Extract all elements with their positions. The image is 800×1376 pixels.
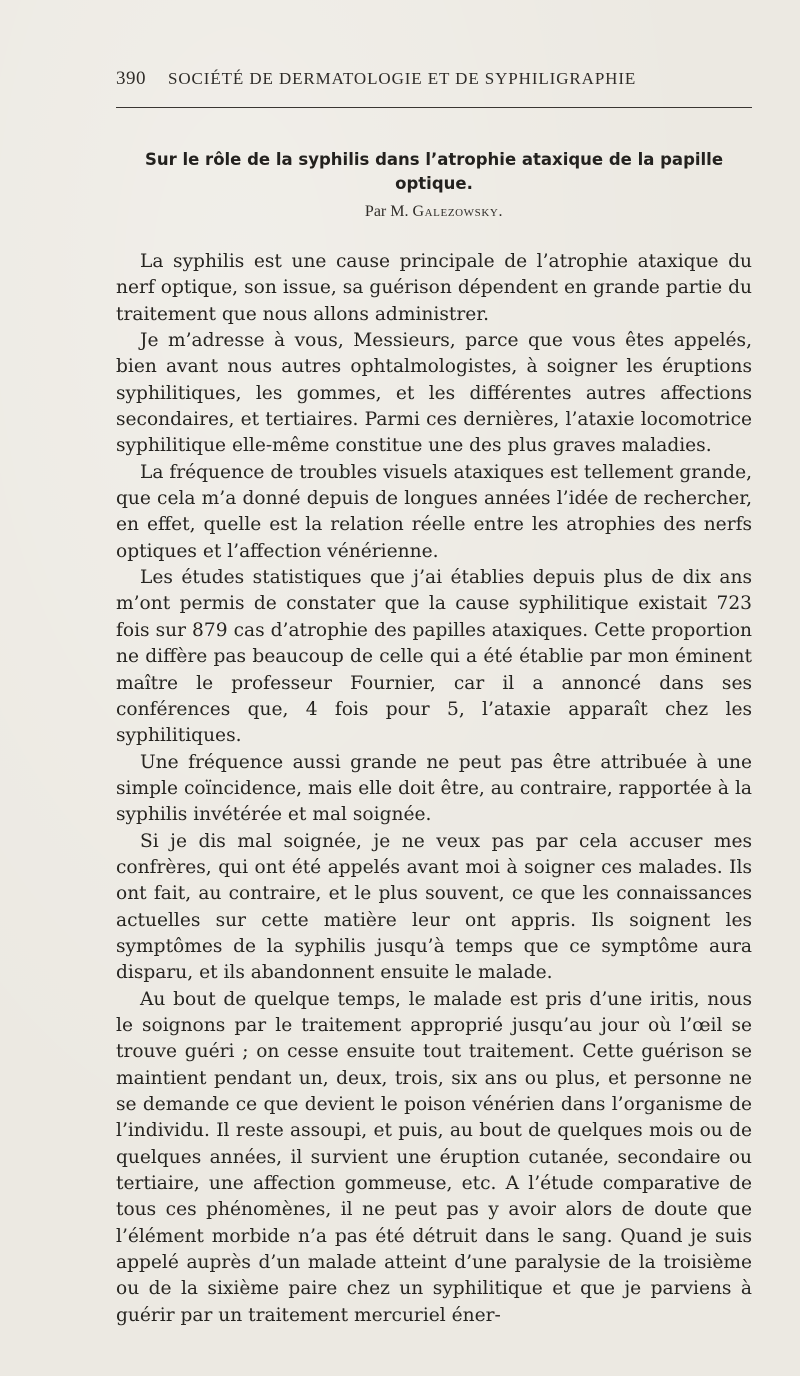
byline-prefix: Par M.	[364, 203, 409, 220]
header-rule	[116, 107, 752, 108]
running-title: SOCIÉTÉ DE DERMATOLOGIE ET DE SYPHILIGRAPHIE	[168, 69, 637, 88]
paragraph: Je m’adresse à vous, Messieurs, parce que vous êtes appelés, bien avant nous autres ophtalmologistes, à soigner les éruptions syphilitiques, les gommes, et les différentes autres affections secondaires, et tertiaires. Parmi ces dernières, l’ataxie locomotrice syphilitique elle-même constitue une des plus graves maladies.	[116, 330, 752, 457]
byline	[116, 203, 752, 221]
paragraph: Une fréquence aussi grande ne peut pas être attribuée à une simple coïncidence, mais elle doit être, au contraire, rapportée à la syphilis invétérée et mal soignée.	[116, 751, 752, 826]
article-title: Sur le rôle de la syphilis dans l’atrophie ataxique de la papille optique.	[144, 150, 724, 193]
page-number: 390	[116, 68, 146, 89]
paragraph: La fréquence de troubles visuels ataxiques est tellement grande, que cela m’a donné depuis de longues années l’idée de rechercher, en effet, quelle est la relation réelle entre les atrophies des nerfs optiques et l’affection vénérienne.	[116, 461, 752, 562]
running-header	[116, 68, 752, 90]
paragraph: Si je dis mal soignée, je ne veux pas par cela accuser mes confrères, qui ont été appelés avant moi à soigner ces malades. Ils ont fait, au contraire, et le plus souvent, ce que les connaissances actuelles sur cette matière leur ont appris. Ils soignent les symptômes de la syphilis jusqu’à temps que ce symptôme aura disparu, et ils abandonnent ensuite le malade.	[116, 830, 752, 984]
paragraph: Au bout de quelque temps, le malade est pris d’une iritis, nous le soignons par le traitement approprié jusqu’au jour où l’œil se trouve guéri ; on cesse ensuite tout traitement. Cette guérison se maintient pendant un, deux, trois, six ans ou plus, et personne ne se demande ce que devient le poison vénérien dans l’organisme de l’individu. Il reste assoupi, et puis, au bout de quelques mois ou de quelques années, il survient une éruption cutanée, secondaire ou tertiaire, une affection gommeuse, etc. A l’étude comparative de tous ces phénomènes, il ne peut pas y avoir alors de doute que l’élément morbide n’a pas été détruit dans le sang. Quand je suis appelé auprès d’un malade atteint d’une paralysie de la troisième ou de la sixième paire chez un syphilitique et que je parviens à guérir par un traitement mercuriel éner-	[116, 988, 752, 1326]
author-name: Galezowsky.	[412, 203, 504, 220]
article-body	[116, 249, 752, 1329]
paragraph: La syphilis est une cause principale de l’atrophie ataxique du nerf optique, son issue, sa guérison dépendent en grande partie du traitement que nous allons administrer.	[116, 251, 752, 325]
paragraph: Les études statistiques que j’ai établies depuis plus de dix ans m’ont permis de constater que la cause syphilitique existait 723 fois sur 879 cas d’atrophie des papilles ataxiques. Cette proportion ne diffère pas beaucoup de celle qui a été établie par mon éminent maître le professeur Fournier, car il a annoncé dans ses conférences que, 4 fois pour 5, l’ataxie apparaît chez les syphilitiques.	[116, 567, 752, 747]
